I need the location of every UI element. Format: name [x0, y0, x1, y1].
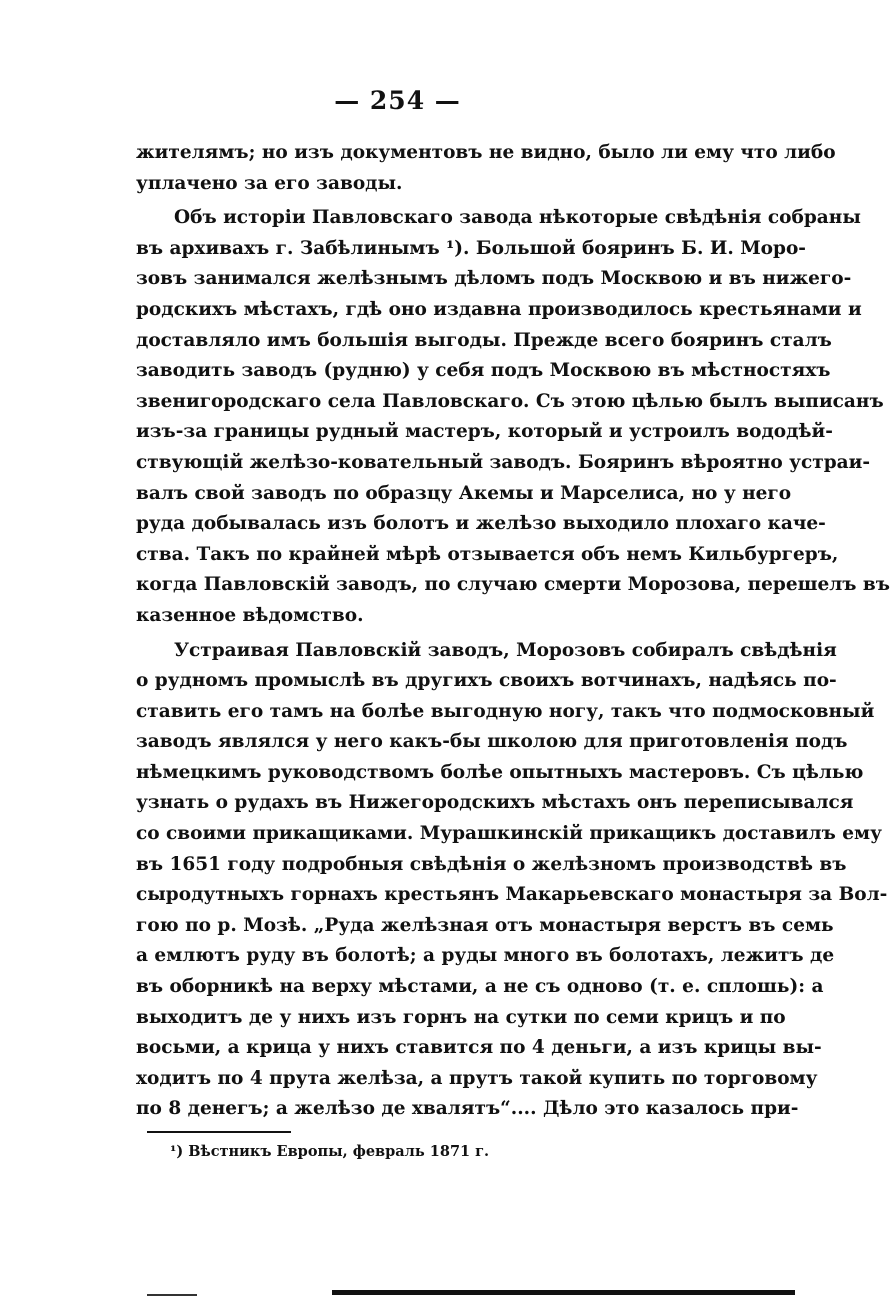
text-line: со своими прикащиками. Мурашкинскій прикащикъ доставилъ ему [136, 823, 882, 845]
text-line: ходитъ по 4 прута желѣза, а прутъ такой купить по торговому [136, 1067, 818, 1089]
text-line: валъ свой заводъ по образцу Акемы и Марселиса, но у него [136, 482, 792, 504]
text-line: зовъ занимался желѣзнымъ дѣломъ подъ Москвою и въ нижего- [136, 268, 852, 290]
footnote-text: Вѣстникъ Европы, февраль 1871 г. [188, 1143, 490, 1160]
text-line: заводить заводъ (рудню) у себя подъ Москвою въ мѣстностяхъ [136, 360, 831, 382]
text-line: восьми, а крица у нихъ ставится по 4 деньги, а изъ крицы вы- [136, 1037, 822, 1059]
text-line: о рудномъ промыслѣ въ другихъ своихъ вотчинахъ, надѣясь по- [136, 670, 837, 692]
text-line: заводъ являлся у него какъ-бы школою для приготовленія подъ [136, 731, 848, 753]
text-line: доставляло имъ большія выгоды. Прежде всего бояринъ сталъ [136, 329, 832, 351]
footnote [170, 1143, 489, 1160]
scan-edge-mark [147, 1294, 197, 1296]
body-text [136, 138, 890, 1125]
text-line: по 8 денегъ; а желѣзо де хвалятъ“.... Дѣло это казалось при- [136, 1098, 799, 1120]
text-line: казенное вѣдомство. [136, 604, 364, 626]
scan-bottom-edge [332, 1290, 795, 1295]
text-line: нѣмецкимъ руководствомъ болѣе опытныхъ мастеровъ. Съ цѣлью [136, 761, 864, 783]
text-line: звенигородскаго села Павловскаго. Съ этою цѣлью былъ выписанъ [136, 390, 884, 412]
text-line: родскихъ мѣстахъ, гдѣ оно издавна производилось крестьянами и [136, 298, 862, 320]
text-line: ставить его тамъ на болѣе выгодную ногу, такъ что подмосковный [136, 700, 875, 722]
footnote-divider [147, 1131, 291, 1133]
text-line: руда добывалась изъ болотъ и желѣзо выходило плохаго каче- [136, 513, 826, 535]
text-line: ствующій желѣзо-ковательный заводъ. Бояринъ вѣроятно устраи- [136, 451, 871, 473]
text-line: Объ исторіи Павловскаго завода нѣкоторые свѣдѣнія собраны [174, 207, 861, 229]
paragraph [136, 636, 888, 1126]
text-line: когда Павловскій заводъ, по случаю смерти Морозова, перешелъ въ [136, 574, 890, 596]
paragraph [136, 203, 890, 631]
text-line: изъ-за границы рудный мастеръ, который и устроилъ вододѣй- [136, 421, 833, 443]
text-line: уплачено за его заводы. [136, 172, 403, 194]
text-line: жителямъ; но изъ документовъ не видно, было ли ему что либо [136, 142, 836, 163]
text-line: въ 1651 году подробныя свѣдѣнія о желѣзномъ производствѣ въ [136, 853, 847, 875]
page-number: — 254 — [334, 86, 461, 115]
footnote-marker: ¹) [170, 1143, 184, 1160]
text-line: выходитъ де у нихъ изъ горнъ на сутки по семи крицъ и по [136, 1006, 786, 1028]
text-line: узнать о рудахъ въ Нижегородскихъ мѣстахъ онъ переписывался [136, 792, 854, 814]
text-line: гою по р. Мозѣ. „Руда желѣзная отъ монастыря верстъ въ семь [136, 914, 834, 936]
text-line: въ оборникѣ на верху мѣстами, а не съ одново (т. е. сплошь): а [136, 976, 824, 998]
text-line: ства. Такъ по крайней мѣрѣ отзывается объ немъ Кильбургеръ, [136, 543, 839, 565]
text-line: Устраивая Павловскій заводъ, Морозовъ собиралъ свѣдѣнія [174, 639, 837, 661]
text-line: въ архивахъ г. Забѣлинымъ ¹). Большой бояринъ Б. И. Моро- [136, 237, 806, 259]
paragraph [136, 138, 836, 199]
text-line: а емлютъ руду въ болотѣ; а руды много въ болотахъ, лежитъ де [136, 945, 835, 967]
text-line: сыродутныхъ горнахъ крестьянъ Макарьевскаго монастыря за Вол- [136, 884, 888, 906]
